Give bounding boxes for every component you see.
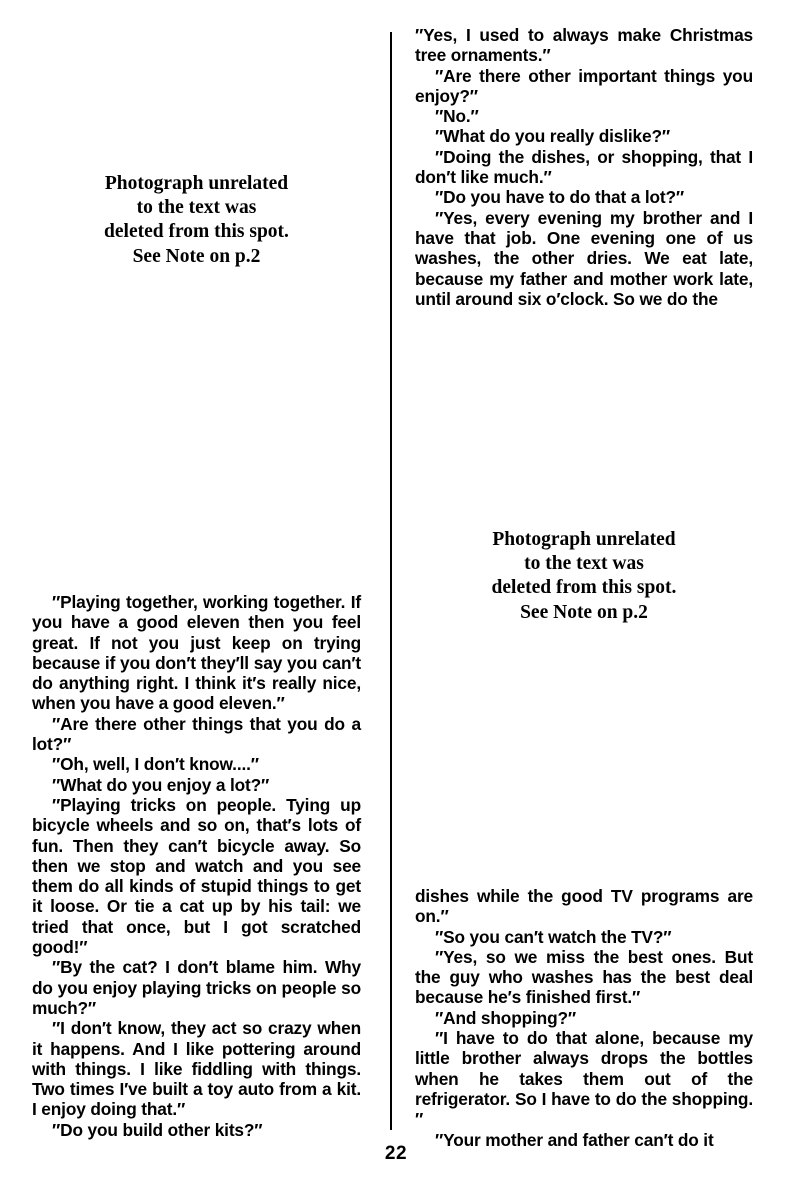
paragraph: ″I have to do that alone, because my little brother always drops the bottles when he takes them out of the refrigerator. So I have to do the shopping.″: [415, 1028, 753, 1130]
right-column-text-bottom: [415, 886, 753, 1150]
paragraph: ″Doing the dishes, or shopping, that I don′t like much.″: [415, 146, 753, 188]
paragraph: ″By the cat? I don′t blame him. Why do you enjoy playing tricks on people so much?″: [32, 957, 361, 1018]
paragraph: ″Playing together, working together. If you have a good eleven then you feel great. If not you just keep on trying because if you don′t they′ll say you can′t do anything right. I think it′s really nice, when you have a good eleven.″: [32, 592, 361, 714]
left-column-text: [32, 592, 361, 1140]
paragraph: ″What do you enjoy a lot?″: [52, 774, 270, 795]
paragraph: ″Are there other things that you do a lot?″: [32, 713, 361, 755]
page-number: 22: [384, 1143, 408, 1164]
photo-notice-line-2: to the text was: [136, 197, 257, 219]
photo-notice-line-2: to the text was: [524, 553, 644, 575]
paragraph: ″And shopping?″: [435, 1007, 577, 1028]
right-column-text-top: [415, 25, 753, 309]
paragraph: dishes while the good TV programs are on.″: [415, 886, 753, 927]
paragraph: ″Playing tricks on people. Tying up bicycle wheels and so on, that′s lots of fun. Then they can′t bicycle away. So then we stop and watch and you see them do all kinds of stupid things to get it loose. Or tie a cat up by his tail: we tried that once, but I got scratched good!″: [32, 794, 361, 958]
paragraph: ″Your mother and father can′t do it: [435, 1129, 714, 1150]
column-divider-rule: [390, 32, 392, 1130]
paragraph: ″Are there other important things you enjoy?″: [415, 65, 753, 106]
photo-removed-notice-left: [32, 172, 361, 269]
paragraph: ″Yes, every evening my brother and I have that job. One evening one of us washes, the other dries. We eat late, because my father and mother work late, until around six o′clock. So we do the: [415, 207, 753, 309]
paragraph: ″Oh, well, I don′t know....″: [52, 754, 259, 775]
paragraph: ″Do you build other kits?″: [52, 1119, 263, 1140]
photo-notice-line-1: Photograph unrelated: [104, 173, 289, 194]
photo-notice-line-1: Photograph unrelated: [492, 529, 676, 550]
paragraph: ″What do you really dislike?″: [435, 126, 670, 147]
photo-notice-line-4: See Note on p.2: [132, 245, 261, 267]
paragraph: ″Do you have to do that a lot?″: [435, 187, 685, 208]
paragraph: ″Yes, I used to always make Christmas tree ornaments.″: [415, 25, 753, 66]
photo-notice-line-3: deleted from this spot.: [104, 221, 289, 243]
photo-notice-line-3: deleted from this spot.: [491, 577, 677, 599]
photo-notice-line-4: See Note on p.2: [520, 601, 648, 623]
paragraph: ″Yes, so we miss the best ones. But the guy who washes has the best deal because he′s finished first.″: [415, 946, 753, 1008]
paragraph: ″So you can′t watch the TV?″: [435, 926, 672, 947]
paragraph: ″I don′t know, they act so crazy when it happens. And I like pottering around with things. I like fiddling with things. Two times I′ve built a toy auto from a kit. I enjoy doing that.″: [32, 1018, 361, 1120]
photo-removed-notice-right: [415, 528, 753, 625]
paragraph: ″No.″: [435, 106, 479, 127]
